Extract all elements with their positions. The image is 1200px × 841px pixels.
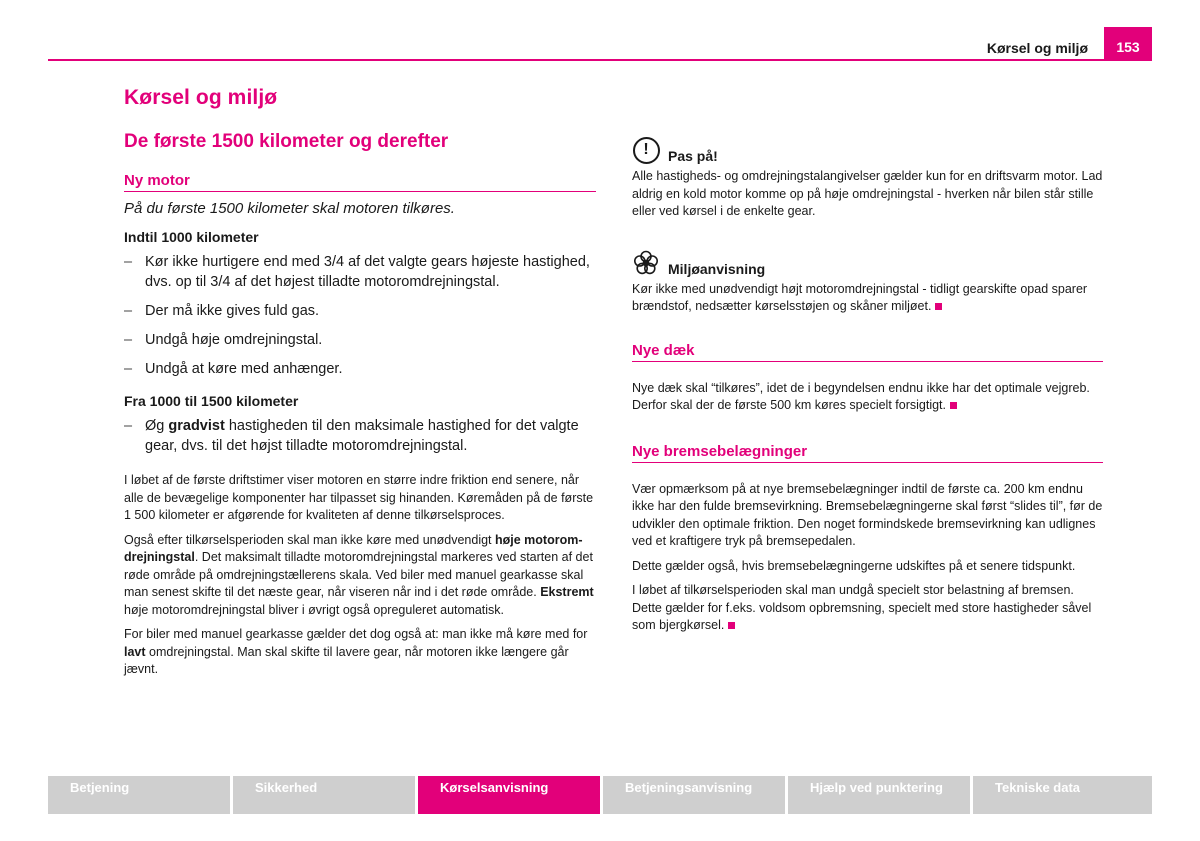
list-1000-1500	[124, 416, 596, 456]
list-until-1000	[124, 252, 596, 379]
subsection-title-new-brakes: Nye bremsebelægninger	[632, 443, 1103, 463]
paragraph-low-rpm: For biler med manuel gearkasse gælder det dog også at: man ikke må køre med for lavt omdrejningstal. Man skal skifte til lavere gear, når motoren ikke længere går jævnt.	[124, 627, 588, 676]
list-item: – Undgå at køre med anhænger.	[124, 359, 596, 379]
paragraph-friction: I løbet af de første driftstimer viser motoren en større indre friktion end senere, når alle de bevægelige komponenter har tilpasset sig hinanden. Køremåden på de første 1 500 kilometer er afgørende for kvaliteten af denne tilkørselsproces.	[124, 473, 594, 522]
chapter-title: Kørsel og miljø	[124, 86, 278, 109]
caution-text: Alle hastigheds- og omdrejningstalangivelser gælder kun for en driftsvarm motor. Lad aldrig en kold motor komme op på høje omdrejningstal - hverken når bilen står stille eller ved kørsel i de enkelte gear.	[632, 169, 1103, 218]
intro-text: På du første 1500 kilometer skal motoren tilkøres.	[124, 200, 455, 217]
brakes-paragraph-1: Vær opmærksom på at nye bremsebelægninger indtil de første ca. 200 km endnu ikke har den fulde bremsevirkning. Bremsebelægningerne skal først “slides til”, før de udvikler den optimale friktion. Den noget formindskede bremsevirkning kan udlignes ved et kraftigere tryk på bremsepedalen.	[632, 481, 1103, 548]
section-title: De første 1500 kilometer og derefter	[124, 131, 449, 152]
left-column	[124, 86, 596, 686]
environment-text: Kør ikke med unødvendigt højt motoromdrejningstal - tidligt gearskifte opad sparer brændstof, nedsætter kørselsstøjen og skåner miljøet.	[632, 281, 1088, 313]
list-item: – Der må ikke gives fuld gas.	[124, 301, 596, 321]
list-item: – Undgå høje omdrejningstal.	[124, 330, 596, 350]
header-rule	[48, 59, 1152, 61]
page-number: 153	[1104, 27, 1152, 60]
list-item: – Øg gradvist hastigheden til den maksimale hastighed for det valgte gear, dvs. til det højst tilladte motoromdrejningstal.	[124, 416, 596, 456]
nav-tab-hjaelp-ved-punktering[interactable]: Hjælp ved punktering	[788, 776, 970, 814]
list-item: – Kør ikke hurtigere end med 3/4 af det valgte gears højeste hastighed, dvs. op til 3/4 af det højest tilladte motoromdrejningstal.	[124, 252, 596, 292]
paragraph-rpm-limits: Også efter tilkørselsperioden skal man ikke køre med unødvendigt høje motorom-drejningstal. Det maksimalt tilladte motoromdrejningstal markeres ved starten af det røde område på omdrejningstællerens skala. Ved biler med manuel gearkasse skal man senest skifte til det næste gear, når viseren når ind i det røde område. Ekstremt høje motoromdrejningstal bliver i øvrigt også opreguleret automatisk.	[124, 532, 594, 617]
exclamation-circle-icon: !	[632, 136, 660, 164]
sub-heading-1000-1500: Fra 1000 til 1500 kilometer	[124, 393, 299, 409]
right-column	[632, 136, 1103, 642]
subsection-title-new-engine: Ny motor	[124, 172, 596, 192]
subsection-title-new-tires: Nye dæk	[632, 342, 1103, 362]
end-square-icon	[728, 622, 735, 629]
brakes-paragraph-3: I løbet af tilkørselsperioden skal man undgå specielt stor belastning af bremsen. Dette gælder for f.eks. voldsom opbremsning, specielt med store hastigheder såvel som bjergkørsel.	[632, 583, 1092, 632]
sub-heading-until-1000: Indtil 1000 kilometer	[124, 229, 259, 245]
nav-tab-betjening[interactable]: Betjening	[48, 776, 230, 814]
environment-heading	[632, 249, 1103, 277]
environment-label: Miljøanvisning	[668, 260, 766, 277]
caution-label: Pas på!	[668, 148, 718, 164]
brakes-paragraph-2: Dette gælder også, hvis bremsebelægningerne udskiftes på et senere tidspunkt.	[632, 558, 1076, 573]
caution-heading	[632, 136, 1103, 164]
flower-icon	[632, 249, 660, 277]
nav-tab-sikkerhed[interactable]: Sikkerhed	[233, 776, 415, 814]
nav-tab-tekniske-data[interactable]: Tekniske data	[973, 776, 1152, 814]
end-square-icon	[950, 402, 957, 409]
nav-tab-koerselsanvisning[interactable]: Kørselsanvisning	[418, 776, 600, 814]
end-square-icon	[935, 303, 942, 310]
nav-tab-betjeningsanvisning[interactable]: Betjeningsanvisning	[603, 776, 785, 814]
tires-text: Nye dæk skal “tilkøres”, idet de i begyndelsen endnu ikke har det optimale vejgreb. Derfor skal der de første 500 km køres specielt forsigtigt.	[632, 380, 1090, 412]
running-header-title: Kørsel og miljø	[986, 40, 1088, 56]
